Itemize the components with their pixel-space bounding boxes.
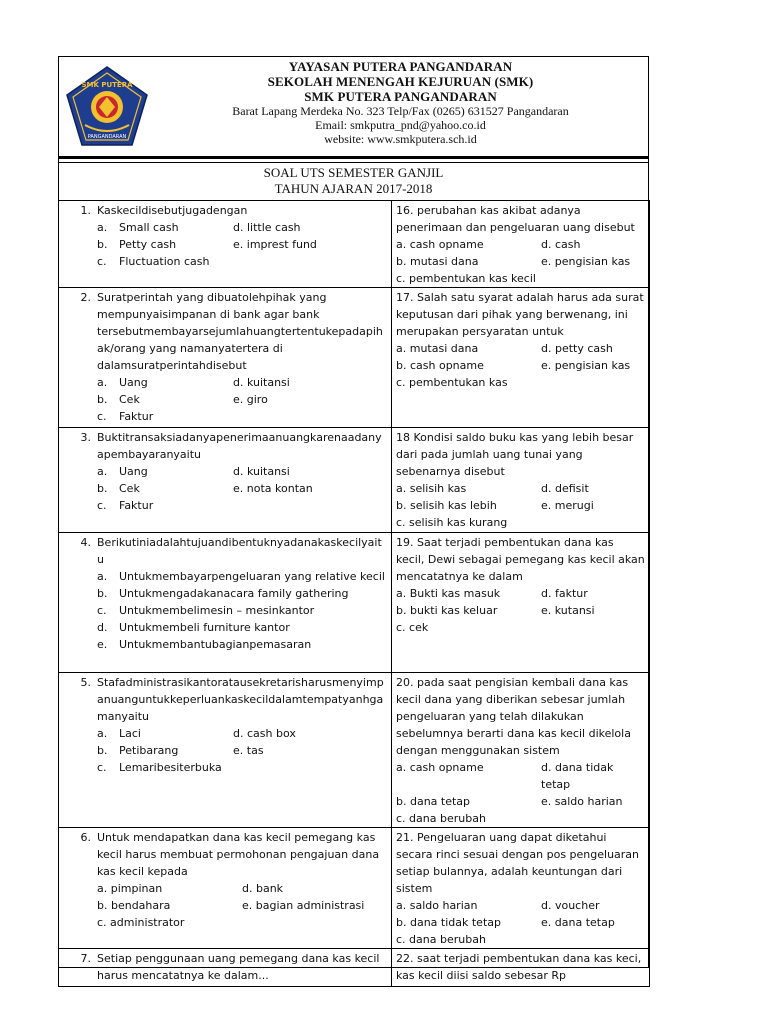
logo-bottom-text: PANGANDARAN	[87, 134, 127, 140]
right-question-cell	[392, 201, 650, 288]
answer-option-row	[63, 463, 387, 480]
option-text: a. pimpinan	[97, 882, 163, 895]
option-text: a. cash opname	[396, 238, 484, 251]
question-text: Buktitransaksiadanyapenerimaanuangkarenaadanyapembayaranyaitu	[97, 431, 382, 461]
question-text: Untuk mendapatkan dana kas kecil pemegang kas kecil harus membuat permohonan pengajuan dana kas kecil kepada	[97, 831, 380, 878]
option-text-alt: e. dana tetap	[541, 916, 615, 929]
right-question-cell	[392, 828, 650, 949]
option-letter: b.	[97, 238, 108, 251]
option-text: Untukmembayarpengeluaran yang relative kecil	[119, 570, 385, 583]
option-text-alt	[541, 374, 645, 391]
question-text: 22. saat terjadi pembentukan dana kas keci, kas kecil diisi saldo sebesar Rp	[396, 952, 642, 982]
question-stem	[63, 829, 387, 880]
option-text: c. dana berubah	[396, 812, 486, 825]
option-text: b. dana tidak tetap	[396, 916, 501, 929]
question-text: 18 Kondisi saldo buku kas yang lebih besar dari pada jumlah uang tunai yang sebenarnya disebut	[396, 431, 634, 478]
exam-sheet	[58, 56, 649, 982]
answer-option-row	[396, 497, 645, 514]
left-question-cell	[59, 533, 392, 673]
option-text: Untukmembeli furniture kantor	[119, 621, 290, 634]
answer-option-row	[63, 391, 387, 408]
answer-option-row	[396, 253, 645, 270]
option-letter: c.	[97, 255, 107, 268]
option-text: b. mutasi dana	[396, 255, 479, 268]
answer-option-row	[63, 897, 387, 914]
option-text: Untukmembelimesin – mesinkantor	[119, 604, 315, 617]
school-name: SMK PUTERA PANGANDARAN	[304, 89, 497, 104]
question-stem	[63, 429, 387, 463]
option-letter: b.	[97, 482, 108, 495]
answer-option-row	[396, 374, 645, 391]
option-text-alt: d. cash	[541, 238, 581, 251]
right-question-cell	[392, 428, 650, 533]
question-row	[59, 673, 650, 828]
answer-option-row	[63, 219, 387, 236]
option-text-alt	[541, 810, 645, 827]
school-type: SEKOLAH MENENGAH KEJURUAN (SMK)	[267, 74, 534, 89]
header-rule-thin	[59, 162, 648, 163]
school-website: website: www.smkputera.sch.id	[324, 132, 477, 146]
question-text: 19. Saat terjadi pembentukan dana kas kecil, Dewi sebagai pemegang kas kecil akan mencatatnya ke dalam	[396, 536, 645, 583]
question-stem	[63, 534, 387, 568]
answer-option-row	[396, 793, 645, 810]
option-text: Lemaribesiterbuka	[119, 761, 222, 774]
option-text-alt	[541, 931, 645, 948]
left-question-cell	[59, 949, 392, 987]
question-number: 2.	[80, 291, 91, 304]
question-stem	[63, 202, 387, 219]
right-question-cell	[392, 949, 650, 987]
option-text: Uang	[119, 465, 148, 478]
answer-option-row	[63, 374, 387, 391]
option-text-alt	[242, 914, 387, 931]
option-letter: c.	[97, 499, 107, 512]
school-info	[159, 59, 642, 146]
question-number: 7.	[80, 952, 91, 965]
option-letter: b.	[97, 587, 108, 600]
answer-option-row	[63, 408, 387, 425]
question-stem	[63, 950, 387, 984]
left-question-cell	[59, 673, 392, 828]
option-letter: c.	[97, 604, 107, 617]
question-row	[59, 828, 650, 949]
option-text-alt: d. kuitansi	[233, 465, 290, 478]
option-text-alt: e. nota kontan	[233, 482, 313, 495]
option-letter: a.	[97, 570, 108, 583]
answer-option-row	[63, 742, 387, 759]
option-text: c. pembentukan kas	[396, 376, 508, 389]
left-question-cell	[59, 828, 392, 949]
option-text: c. selisih kas kurang	[396, 516, 508, 529]
answer-option-row	[63, 759, 387, 776]
option-letter: e.	[97, 638, 108, 651]
right-question-cell	[392, 533, 650, 673]
question-row	[59, 533, 650, 673]
question-text: Berikutiniadalahtujuandibentuknyadanakaskecilyaitu	[97, 536, 382, 566]
foundation-name: YAYASAN PUTERA PANGANDARAN	[288, 59, 513, 74]
option-text-alt: d. faktur	[541, 587, 588, 600]
answer-option-row	[63, 725, 387, 742]
question-stem	[63, 674, 387, 725]
left-question-cell	[59, 288, 392, 428]
school-logo	[65, 65, 149, 149]
answer-option-row	[396, 357, 645, 374]
question-row	[59, 201, 650, 288]
option-text: a. selisih kas	[396, 482, 467, 495]
option-text: Small cash	[119, 221, 179, 234]
option-text: Untukmembantubagianpemasaran	[119, 638, 312, 651]
option-text-alt	[541, 619, 645, 636]
answer-option-row	[63, 880, 387, 897]
option-text: c. dana berubah	[396, 933, 486, 946]
question-number: 1.	[80, 204, 91, 217]
question-text: Kaskecildisebutjugadengan	[97, 204, 248, 217]
answer-option-row	[396, 897, 645, 914]
option-text: Uang	[119, 376, 148, 389]
question-number: 5.	[80, 676, 91, 689]
option-text: Cek	[119, 393, 140, 406]
answer-option-row	[63, 253, 387, 270]
option-letter: a.	[97, 465, 108, 478]
option-text-alt	[541, 514, 645, 531]
option-letter: b.	[97, 744, 108, 757]
option-text: c. pembentukan kas kecil	[396, 272, 536, 285]
left-question-cell	[59, 201, 392, 288]
question-number: 6.	[80, 831, 91, 844]
school-address: Barat Lapang Merdeka No. 323 Telp/Fax (0265) 631527 Pangandaran	[232, 104, 569, 118]
answer-option-row	[396, 480, 645, 497]
answer-option-row	[63, 497, 387, 514]
option-text: b. dana tetap	[396, 795, 471, 808]
left-question-cell	[59, 428, 392, 533]
option-letter: c.	[97, 761, 107, 774]
option-text-alt: d. kuitansi	[233, 376, 290, 389]
option-text: b. bukti kas keluar	[396, 604, 498, 617]
option-text: Laci	[119, 727, 141, 740]
logo-top-text: SMK PUTERA	[81, 81, 133, 89]
option-text: Petty cash	[119, 238, 177, 251]
answer-option-row	[396, 931, 645, 948]
option-text: b. selisih kas lebih	[396, 499, 497, 512]
option-text: Petibarang	[119, 744, 179, 757]
answer-option-row	[396, 236, 645, 253]
exam-year: TAHUN AJARAN 2017-2018	[274, 181, 433, 196]
option-text-alt: d. petty cash	[541, 342, 613, 355]
question-row	[59, 428, 650, 533]
option-text: a. Bukti kas masuk	[396, 587, 501, 600]
answer-option-row	[396, 759, 645, 793]
option-letter: a.	[97, 727, 108, 740]
question-row	[59, 949, 650, 987]
option-text-alt: e. pengisian kas	[541, 359, 631, 372]
question-text: Setiap penggunaan uang pemegang dana kas kecil harus mencatatnya ke dalam...	[97, 952, 380, 982]
answer-option-row	[63, 636, 387, 653]
question-number: 3.	[80, 431, 91, 444]
letterhead	[59, 57, 648, 155]
option-text-alt: d. bank	[242, 882, 284, 895]
question-text: Stafadministrasikantoratausekretarisharusmenyimpanuanguntukkeperluankaskecildalamtempatyanhgamanyaitu	[97, 676, 384, 723]
answer-option-row	[63, 914, 387, 931]
answer-option-row	[63, 585, 387, 602]
question-text: 21. Pengeluaran uang dapat diketahui secara rinci sesuai dengan pos pengeluaran setiap bulannya, adalah keuntungan dari sistem	[396, 831, 640, 895]
question-stem	[63, 289, 387, 374]
option-text-alt: d. defisit	[541, 482, 589, 495]
school-email: Email: smkputra_pnd@yahoo.co.id	[315, 118, 486, 132]
answer-option-row	[63, 602, 387, 619]
option-letter: c.	[97, 410, 107, 423]
question-row	[59, 288, 650, 428]
answer-option-row	[396, 602, 645, 619]
option-text-alt: e. merugi	[541, 499, 594, 512]
right-question-cell	[392, 288, 650, 428]
option-text-alt: d. cash box	[233, 727, 296, 740]
header-rule-thick	[59, 156, 648, 159]
question-table	[58, 200, 650, 987]
option-text-alt: e. imprest fund	[233, 238, 317, 251]
option-text: a. mutasi dana	[396, 342, 479, 355]
answer-option-row	[396, 514, 645, 531]
question-number: 4.	[80, 536, 91, 549]
option-text: b. cash opname	[396, 359, 484, 372]
answer-option-row	[396, 270, 645, 287]
option-text: Fluctuation cash	[119, 255, 210, 268]
option-text: b. bendahara	[97, 899, 171, 912]
option-text: a. saldo harian	[396, 899, 478, 912]
option-text: a. cash opname	[396, 761, 484, 774]
right-question-cell	[392, 673, 650, 828]
option-letter: a.	[97, 221, 108, 234]
answer-option-row	[63, 619, 387, 636]
option-text: c. administrator	[97, 916, 185, 929]
option-letter: a.	[97, 376, 108, 389]
answer-option-row	[63, 236, 387, 253]
option-text: Faktur	[119, 410, 154, 423]
option-text: c. cek	[396, 621, 429, 634]
exam-title-block	[59, 165, 648, 197]
option-letter: b.	[97, 393, 108, 406]
question-text: 16. perubahan kas akibat adanya penerimaan dan pengeluaran uang disebut	[396, 204, 635, 234]
question-text: 17. Salah satu syarat adalah harus ada surat keputusan dari pihak yang berwenang, ini merupakan persyaratan untuk	[396, 291, 644, 338]
option-text-alt	[541, 270, 645, 287]
answer-option-row	[63, 480, 387, 497]
option-text-alt: d. voucher	[541, 899, 600, 912]
answer-option-row	[396, 810, 645, 827]
question-text: Suratperintah yang dibuatolehpihak yang mempunyaisimpanan di bank agar bank tersebutmembayarsejumlahuangtertentukepadapihak/orang yang namanyatertera di dalamsuratperintahdisebut	[97, 291, 383, 372]
option-text: Untukmengadakanacara family gathering	[119, 587, 349, 600]
question-text: 20. pada saat pengisian kembali dana kas kecil dana yang diberikan sebesar jumlah pengeluaran yang telah dilakukan sebelumnya berarti dana kas kecil dikelola dengan menggunakan sistem	[396, 676, 631, 757]
answer-option-row	[63, 568, 387, 585]
option-text-alt: e. kutansi	[541, 604, 595, 617]
option-text: Faktur	[119, 499, 154, 512]
option-text: Cek	[119, 482, 140, 495]
option-text-alt: e. pengisian kas	[541, 255, 631, 268]
option-text-alt: e. giro	[233, 393, 268, 406]
answer-option-row	[396, 914, 645, 931]
option-text-alt: e. bagian administrasi	[242, 899, 365, 912]
answer-option-row	[396, 619, 645, 636]
answer-option-row	[396, 585, 645, 602]
option-text-alt: d. little cash	[233, 221, 301, 234]
exam-title: SOAL UTS SEMESTER GANJIL	[263, 165, 444, 180]
option-text-alt: e. tas	[233, 744, 264, 757]
option-letter: d.	[97, 621, 108, 634]
option-text-alt: d. dana tidak tetap	[541, 761, 614, 791]
answer-option-row	[396, 340, 645, 357]
option-text-alt: e. saldo harian	[541, 795, 623, 808]
